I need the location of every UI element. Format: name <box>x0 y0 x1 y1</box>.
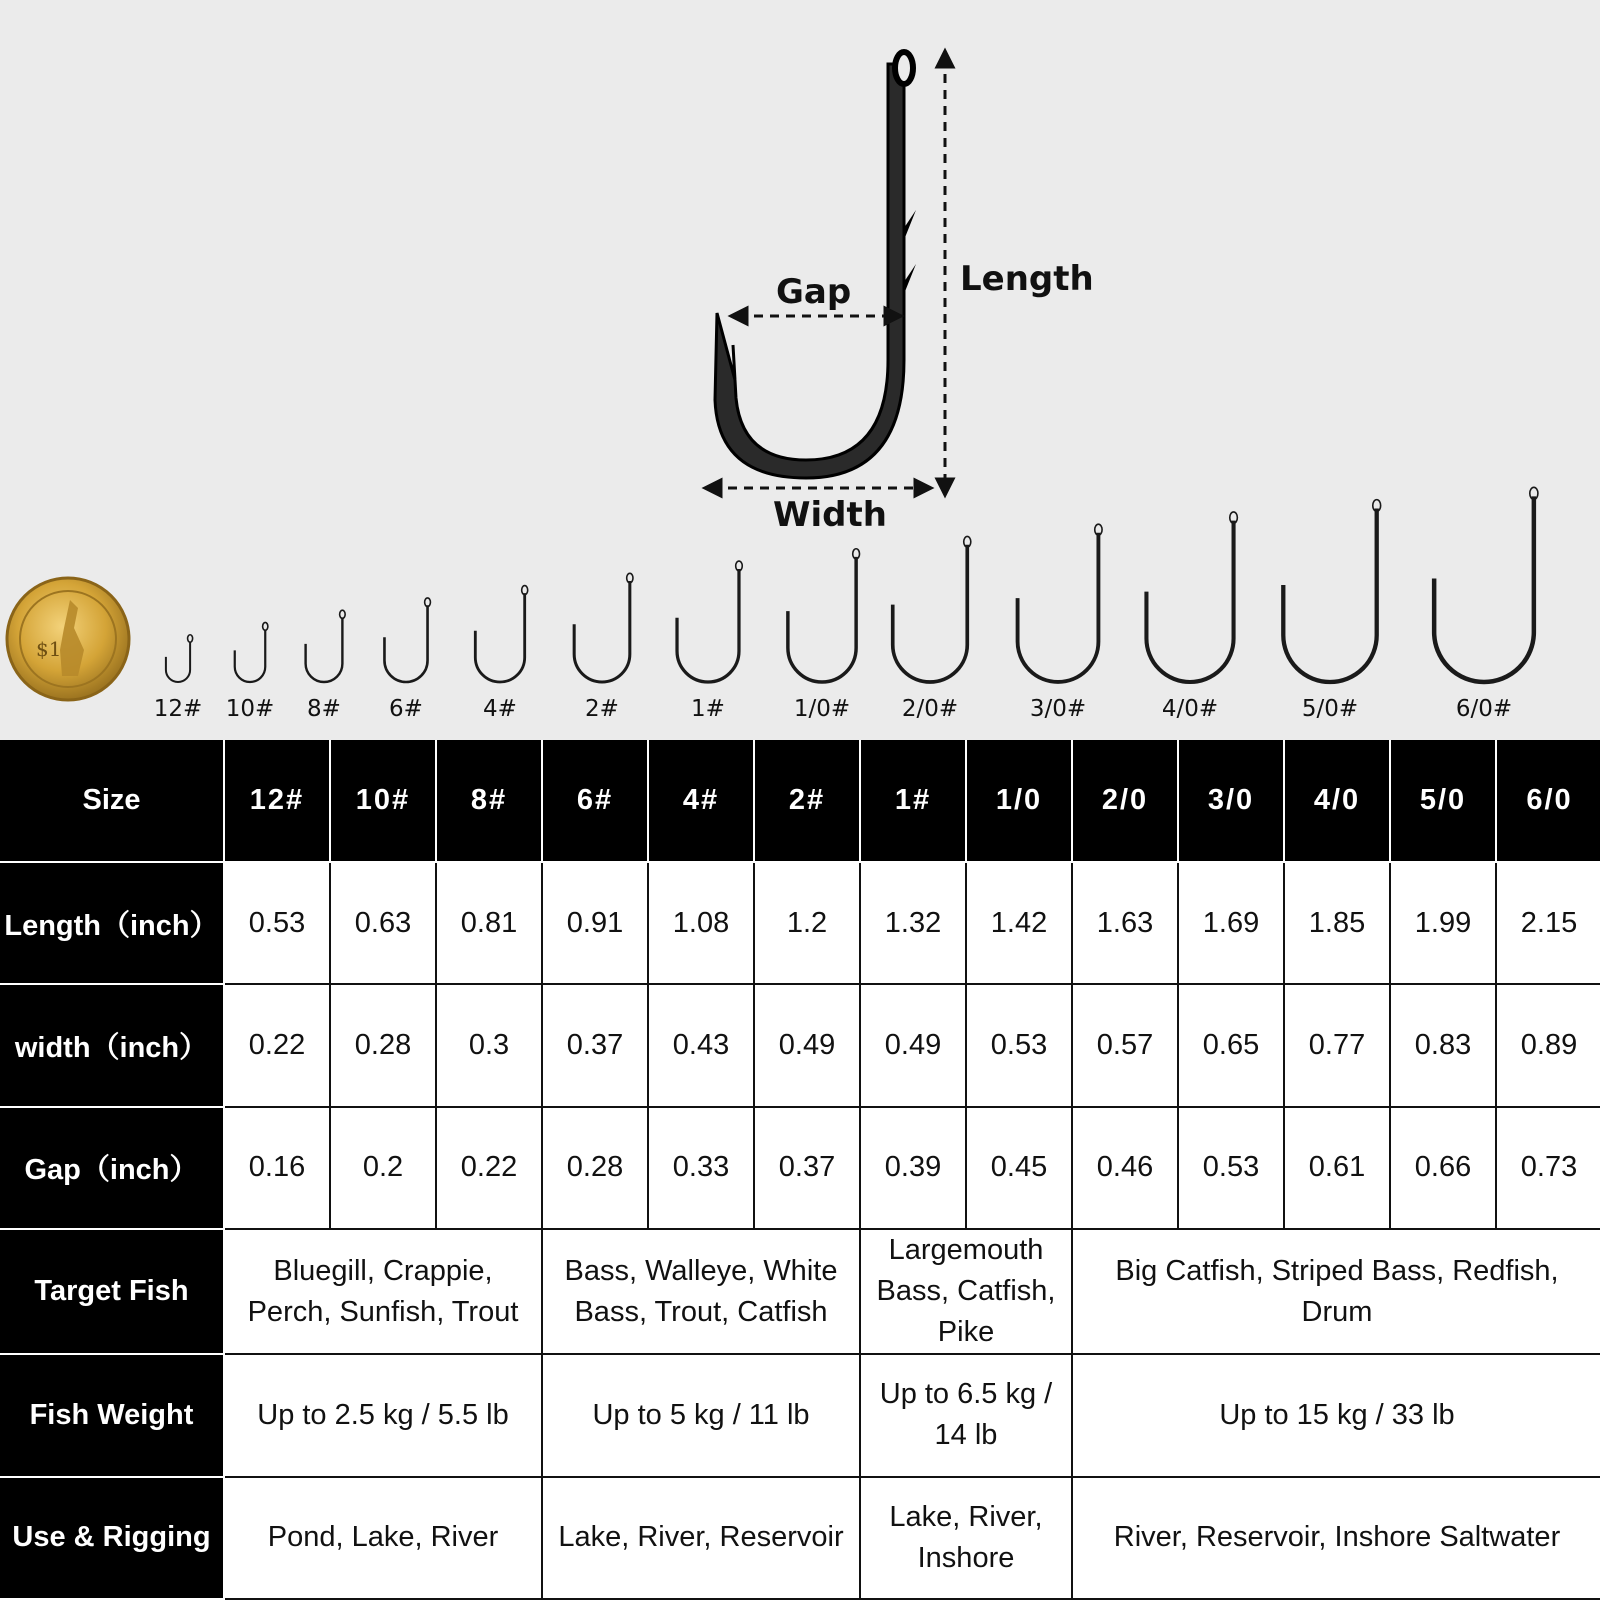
hook-size-label: 3/0# <box>1029 696 1087 722</box>
length-cell: 0.81 <box>436 862 542 984</box>
width-cell: 0.53 <box>966 984 1072 1106</box>
use-rigging-cell: Pond, Lake, River <box>224 1477 542 1599</box>
use-rigging-label: Use & Rigging <box>0 1477 224 1599</box>
width-row <box>0 984 1600 1106</box>
target-fish-cell: Largemouth Bass, Catfish, Pike <box>860 1229 1072 1354</box>
width-cell: 0.28 <box>330 984 436 1106</box>
width-cell: 0.49 <box>860 984 966 1106</box>
length-row-label: Length（inch） <box>0 862 224 984</box>
length-cell: 1.08 <box>648 862 754 984</box>
size-col-header: 1# <box>860 740 966 862</box>
fish-weight-cell: Up to 5 kg / 11 lb <box>542 1354 860 1476</box>
hook-size-label: 6# <box>389 696 423 722</box>
gap-cell: 0.61 <box>1284 1107 1390 1229</box>
hook-icon <box>788 557 856 682</box>
hook-size-label: 2# <box>585 696 619 722</box>
gap-cell: 0.28 <box>542 1107 648 1229</box>
size-col-header: 1/0 <box>966 740 1072 862</box>
gap-row-label: Gap（inch） <box>0 1107 224 1229</box>
hook-icon <box>475 593 524 682</box>
target-fish-cell: Bluegill, Crappie, Perch, Sunfish, Trout <box>224 1229 542 1354</box>
width-cell: 0.89 <box>1496 984 1600 1106</box>
hook-icon <box>166 642 190 683</box>
gap-cell: 0.2 <box>330 1107 436 1229</box>
size-col-header: 10# <box>330 740 436 862</box>
width-label: Width <box>773 495 887 535</box>
gap-cell: 0.53 <box>1178 1107 1284 1229</box>
fish-weight-cell: Up to 2.5 kg / 5.5 lb <box>224 1354 542 1476</box>
hook-icon <box>306 617 343 682</box>
size-col-header: 12# <box>224 740 330 862</box>
length-row <box>0 862 1600 984</box>
hook-size-label: 2/0# <box>901 696 959 722</box>
width-cell: 0.83 <box>1390 984 1496 1106</box>
length-cell: 0.91 <box>542 862 648 984</box>
hook-diagram <box>0 0 1600 740</box>
length-cell: 1.85 <box>1284 862 1390 984</box>
size-col-header: 2# <box>754 740 860 862</box>
size-col-header: 2/0 <box>1072 740 1178 862</box>
gap-row <box>0 1107 1600 1229</box>
width-cell: 0.65 <box>1178 984 1284 1106</box>
fish-weight-cell: Up to 15 kg / 33 lb <box>1072 1354 1600 1476</box>
coin-denomination: $1 <box>36 637 62 661</box>
length-cell: 1.99 <box>1390 862 1496 984</box>
length-cell: 1.2 <box>754 862 860 984</box>
hook-eye-icon <box>188 635 193 643</box>
gold-dollar-coin-icon <box>7 578 129 700</box>
length-label: Length <box>960 259 1094 299</box>
size-col-header: 4/0 <box>1284 740 1390 862</box>
length-cell: 1.42 <box>966 862 1072 984</box>
gap-label: Gap <box>776 272 852 312</box>
large-hook-icon <box>715 52 916 478</box>
hook-icon <box>893 545 968 682</box>
hook-size-label: 4# <box>483 696 517 722</box>
hook-icon <box>574 581 630 682</box>
length-cell: 0.53 <box>224 862 330 984</box>
hook-icon <box>1434 496 1534 682</box>
width-cell: 0.43 <box>648 984 754 1106</box>
length-cell: 1.69 <box>1178 862 1284 984</box>
size-header-row <box>0 740 1600 862</box>
size-col-header: 5/0 <box>1390 740 1496 862</box>
hook-icon <box>1018 533 1099 682</box>
gap-cell: 0.66 <box>1390 1107 1496 1229</box>
width-row-label: width（inch） <box>0 984 224 1106</box>
hook-size-label: 4/0# <box>1161 696 1219 722</box>
gap-cell: 0.33 <box>648 1107 754 1229</box>
hook-size-label: 5/0# <box>1301 696 1359 722</box>
hook-icon <box>1283 509 1376 682</box>
width-cell: 0.37 <box>542 984 648 1106</box>
hook-eye-icon <box>263 622 268 630</box>
use-rigging-cell: Lake, River, Reservoir <box>542 1477 860 1599</box>
gap-cell: 0.16 <box>224 1107 330 1229</box>
gap-cell: 0.22 <box>436 1107 542 1229</box>
size-col-header: 6# <box>542 740 648 862</box>
width-cell: 0.57 <box>1072 984 1178 1106</box>
target-fish-row <box>0 1229 1600 1354</box>
hook-size-label: 12# <box>153 696 203 722</box>
hook-icon <box>384 605 427 682</box>
length-cell: 1.63 <box>1072 862 1178 984</box>
length-cell: 0.63 <box>330 862 436 984</box>
use-rigging-cell: River, Reservoir, Inshore Saltwater <box>1072 1477 1600 1599</box>
use-rigging-row <box>0 1477 1600 1599</box>
width-cell: 0.3 <box>436 984 542 1106</box>
fish-weight-cell: Up to 6.5 kg / 14 lb <box>860 1354 1072 1476</box>
hook-eye-icon <box>340 610 346 618</box>
use-rigging-cell: Lake, River, Inshore <box>860 1477 1072 1599</box>
hook-size-label: 1# <box>691 696 725 722</box>
size-row-label: Size <box>0 740 224 862</box>
target-fish-label: Target Fish <box>0 1229 224 1354</box>
size-col-header: 8# <box>436 740 542 862</box>
length-cell: 1.32 <box>860 862 966 984</box>
fish-weight-label: Fish Weight <box>0 1354 224 1476</box>
size-col-header: 3/0 <box>1178 740 1284 862</box>
target-fish-cell: Bass, Walleye, White Bass, Trout, Catfish <box>542 1229 860 1354</box>
width-cell: 0.77 <box>1284 984 1390 1106</box>
length-cell: 2.15 <box>1496 862 1600 984</box>
gap-cell: 0.37 <box>754 1107 860 1229</box>
size-col-header: 6/0 <box>1496 740 1600 862</box>
size-col-header: 4# <box>648 740 754 862</box>
hook-size-label: 8# <box>307 696 341 722</box>
hook-size-label: 1/0# <box>793 696 851 722</box>
gap-cell: 0.73 <box>1496 1107 1600 1229</box>
width-cell: 0.22 <box>224 984 330 1106</box>
hook-spec-table <box>0 740 1600 1600</box>
target-fish-cell: Big Catfish, Striped Bass, Redfish, Drum <box>1072 1229 1600 1354</box>
gap-cell: 0.46 <box>1072 1107 1178 1229</box>
fish-weight-row <box>0 1354 1600 1476</box>
hook-icon <box>235 629 265 682</box>
hook-icon <box>677 569 739 682</box>
hook-size-label: 6/0# <box>1455 696 1513 722</box>
gap-cell: 0.45 <box>966 1107 1072 1229</box>
hook-size-label: 10# <box>225 696 275 722</box>
width-cell: 0.49 <box>754 984 860 1106</box>
hook-icon <box>1146 521 1233 682</box>
gap-cell: 0.39 <box>860 1107 966 1229</box>
hook-illustration-area <box>0 0 1600 740</box>
